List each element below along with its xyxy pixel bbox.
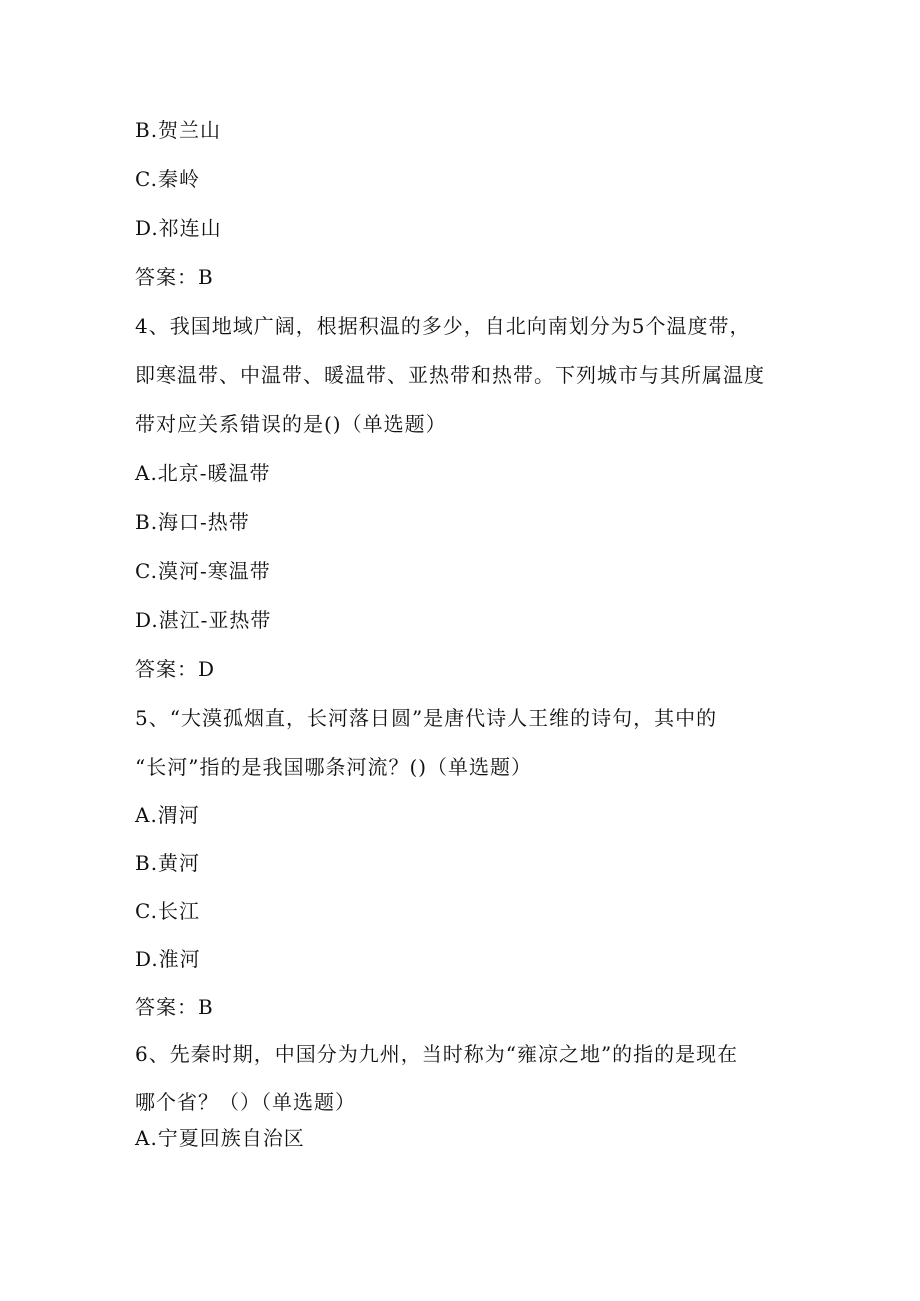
q4-stem-line1: 4、我国地域广阔，根据积温的多少，自北向南划分为5个温度带， — [135, 314, 751, 338]
q5-option-d: D.淮河 — [135, 947, 201, 971]
q6-option-a: A.宁夏回族自治区 — [135, 1126, 305, 1150]
q4-answer: 答案：D — [135, 657, 216, 681]
q4-stem-line2: 即寒温带、中温带、暖温带、亚热带和热带。下列城市与其所属温度 — [135, 363, 765, 387]
q5-option-c: C.长江 — [135, 899, 200, 923]
q5-option-a: A.渭河 — [135, 803, 200, 827]
q5-stem-line2: “长河”指的是我国哪条河流？()（单选题） — [135, 755, 533, 779]
q4-option-d: D.湛江-亚热带 — [135, 608, 272, 632]
q6-stem-line1: 6、先秦时期，中国分为九州，当时称为“雍凉之地”的指的是现在 — [135, 1042, 739, 1066]
q5-answer: 答案：B — [135, 995, 214, 1019]
q3-option-d: D.祁连山 — [135, 216, 222, 240]
q4-option-a: A.北京-暖温带 — [135, 461, 271, 485]
q5-stem-line1: 5、“大漠孤烟直，长河落日圆”是唐代诗人王维的诗句，其中的 — [135, 706, 718, 730]
q3-option-b: B.贺兰山 — [135, 118, 222, 142]
q6-stem-line2: 哪个省？（）（单选题） — [135, 1090, 356, 1114]
q4-option-c: C.漠河-寒温带 — [135, 559, 271, 583]
q3-option-c: C.秦岭 — [135, 167, 200, 191]
q5-option-b: B.黄河 — [135, 851, 201, 875]
q4-stem-line3: 带对应关系错误的是()（单选题） — [135, 412, 447, 436]
q4-option-b: B.海口-热带 — [135, 510, 250, 534]
q3-answer: 答案：B — [135, 265, 214, 289]
